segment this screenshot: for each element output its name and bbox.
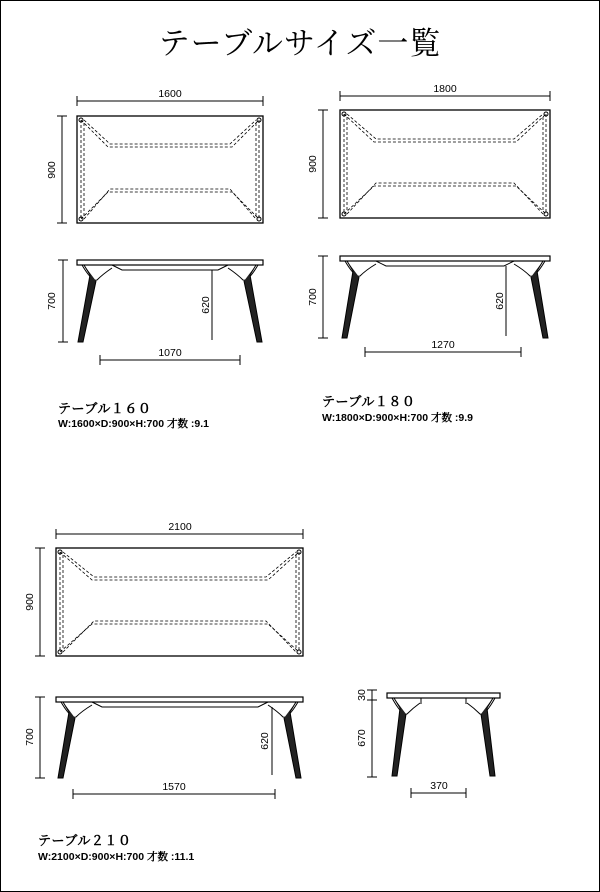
table-160-name: テーブル１６０ [58, 402, 152, 417]
table-160-height-label: 700 [46, 292, 58, 310]
table-180-width-label: 1800 [433, 83, 457, 95]
table-160-top-view [57, 96, 263, 223]
side-view-leg-span-label: 370 [430, 780, 448, 792]
table-210-name: テーブル２１０ [38, 834, 132, 849]
table-180-inner-width-label: 1270 [431, 339, 455, 351]
table-180-top-view [318, 91, 550, 218]
table-180-height-label: 700 [307, 288, 319, 306]
side-view-height-label: 670 [356, 729, 368, 747]
table-180-depth-label: 900 [307, 155, 319, 173]
table-160-inner-width-label: 1070 [158, 347, 182, 359]
page-title: テーブルサイズ一覧 [158, 26, 442, 62]
table-160-spec: W:1600×D:900×H:700 才数 :9.1 [58, 418, 209, 430]
table-210-depth-label: 900 [24, 593, 36, 611]
table-180-spec: W:1800×D:900×H:700 才数 :9.9 [322, 412, 473, 424]
table-160-width-label: 1600 [158, 88, 182, 100]
table-210-height-label: 700 [24, 728, 36, 746]
side-view-top-label: 30 [356, 689, 368, 701]
table-180-name: テーブル１８０ [322, 395, 416, 410]
table-210-top-view [35, 529, 303, 656]
table-210-width-label: 2100 [168, 521, 192, 533]
table-160-leg-height-label: 620 [200, 296, 212, 314]
table-210-leg-height-label: 620 [259, 732, 271, 750]
table-210-inner-width-label: 1570 [162, 781, 186, 793]
table-160-depth-label: 900 [46, 161, 58, 179]
table-180-leg-height-label: 620 [494, 292, 506, 310]
table-210-spec: W:2100×D:900×H:700 才数 :11.1 [38, 851, 195, 863]
